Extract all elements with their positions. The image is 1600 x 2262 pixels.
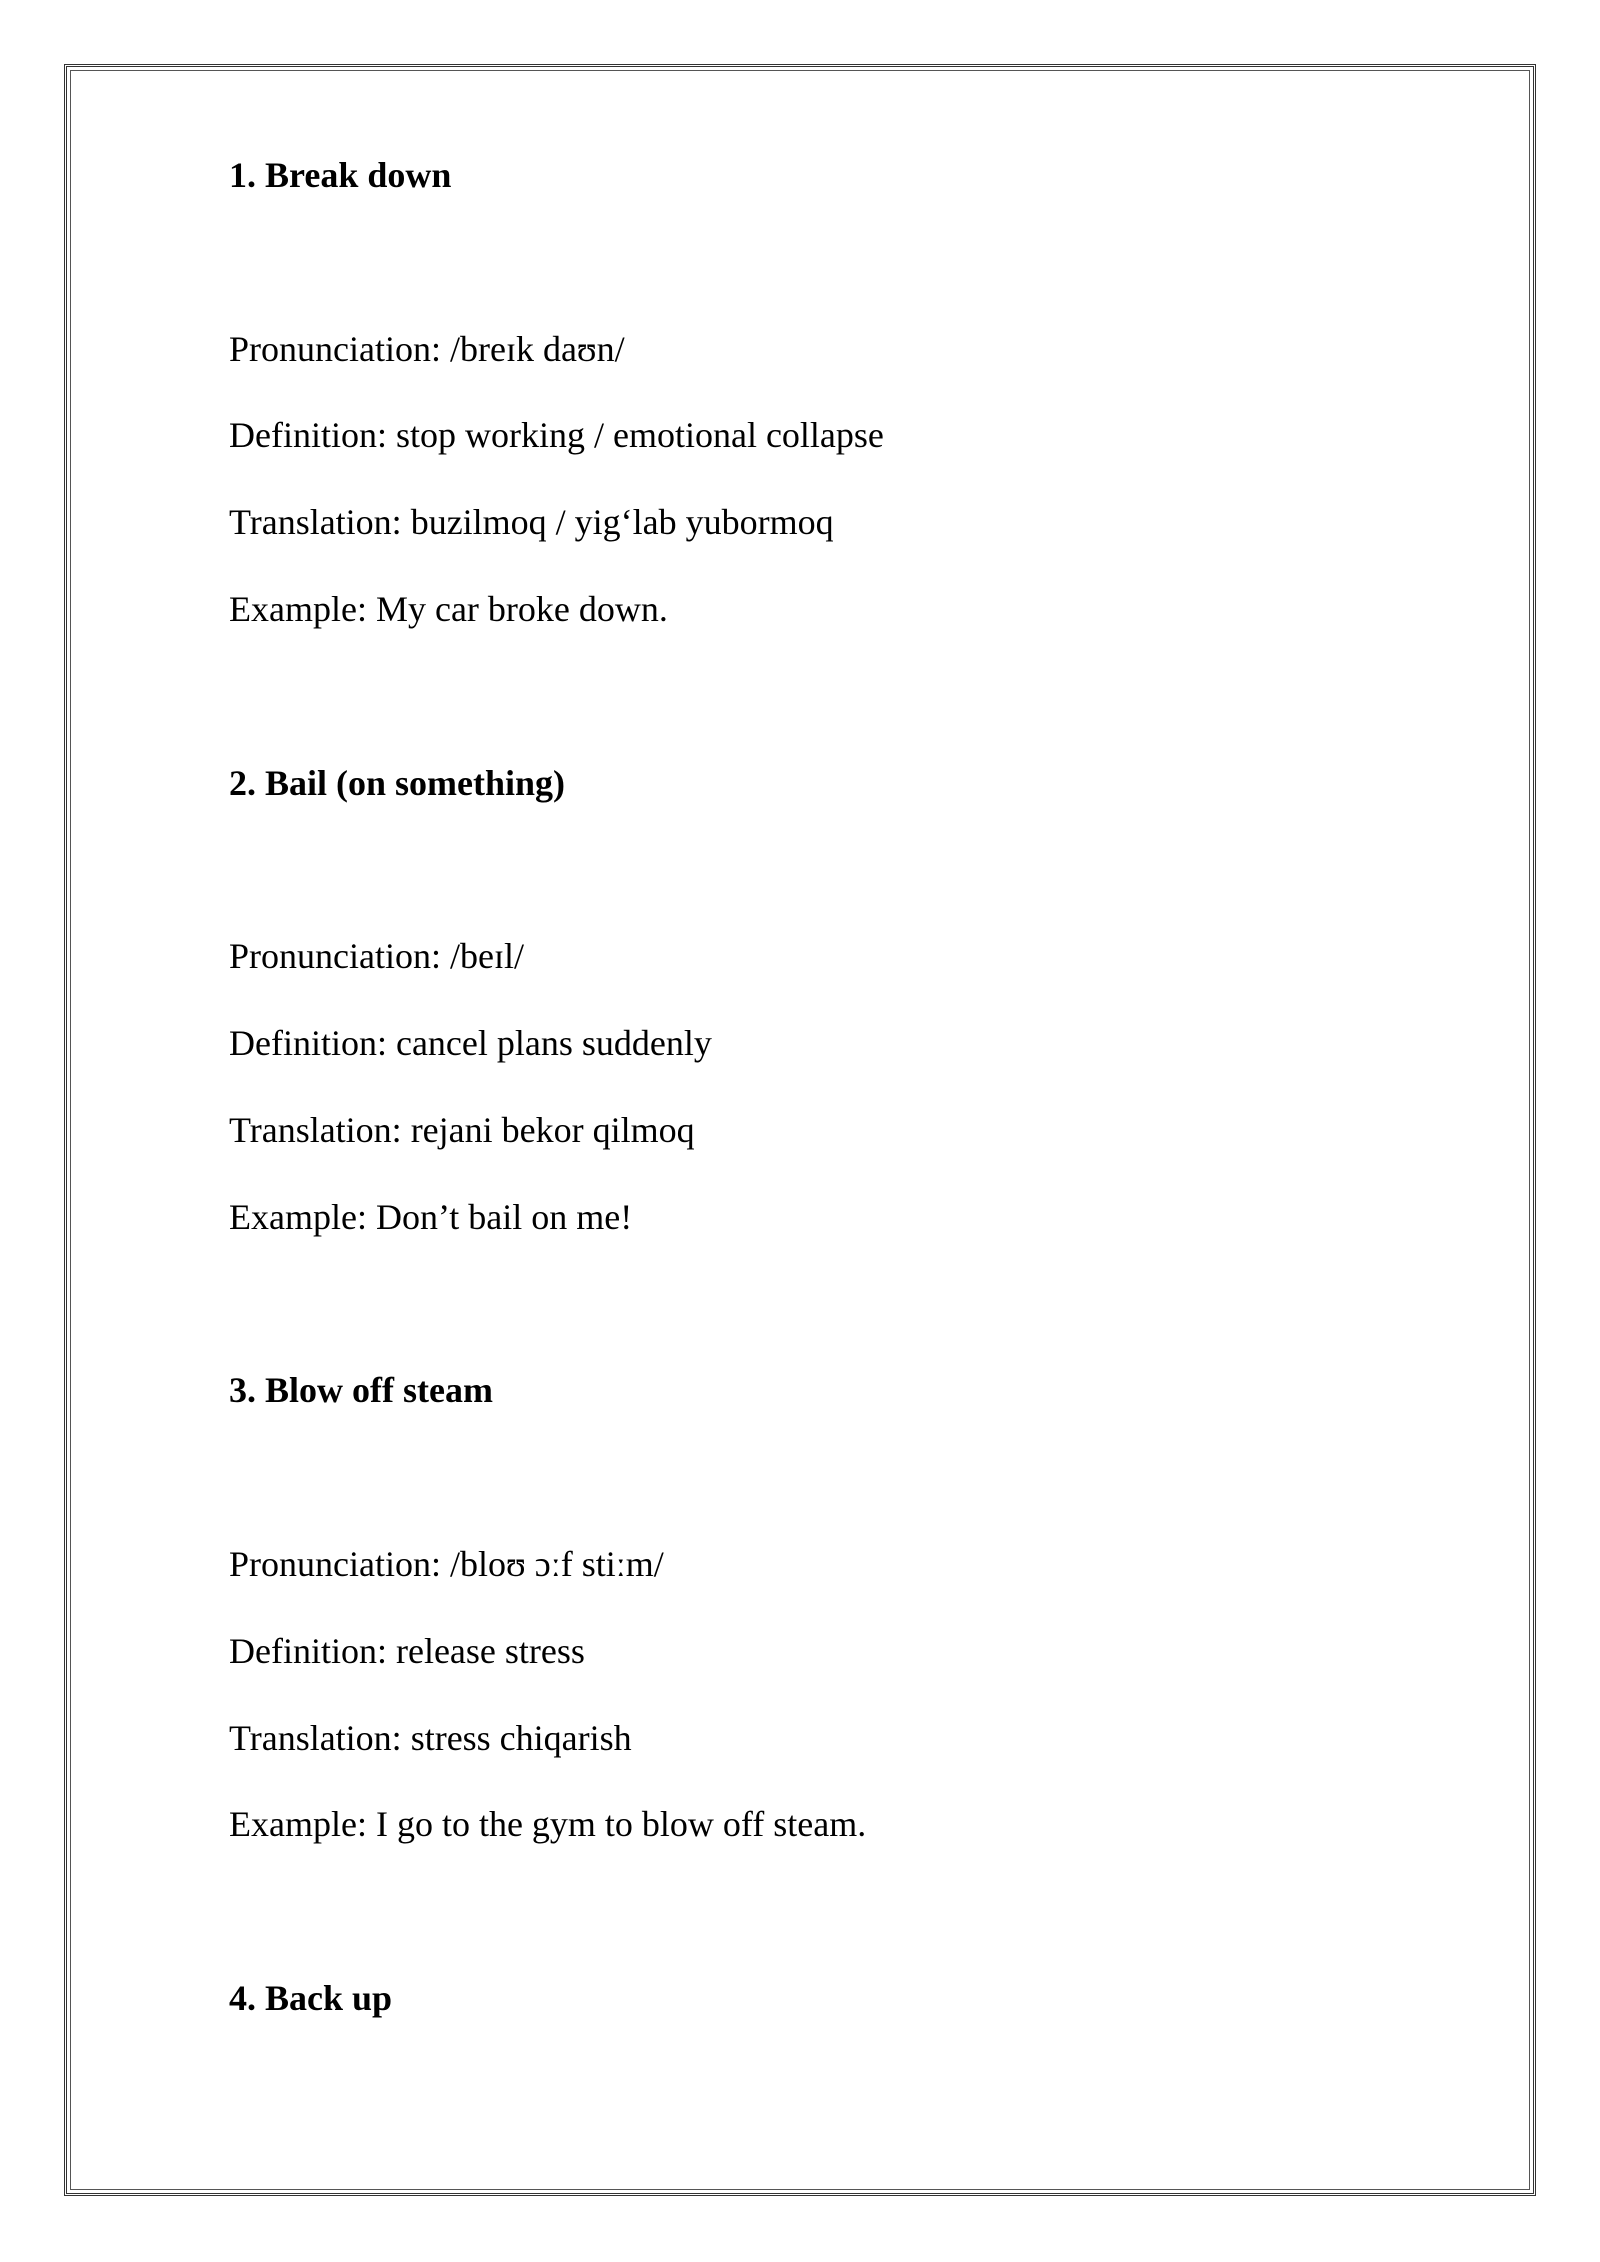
entry-definition: Definition: stop working / emotional collapse — [229, 415, 884, 455]
entry-translation: Translation: stress chiqarish — [229, 1718, 632, 1758]
entry-pronunciation: Pronunciation: /breɪk daʊn/ — [229, 329, 625, 369]
entry-example: Example: My car broke down. — [229, 589, 668, 629]
entry-heading: 4. Back up — [229, 1978, 393, 2018]
entry-example: Example: I go to the gym to blow off steam. — [229, 1804, 867, 1844]
entry-example: Example: Don’t bail on me! — [229, 1197, 633, 1237]
entry-heading: 2. Bail (on something) — [229, 763, 566, 803]
entry-pronunciation: Pronunciation: /beɪl/ — [229, 936, 524, 976]
entry-definition: Definition: release stress — [229, 1631, 585, 1671]
entry-pronunciation: Pronunciation: /bloʊ ɔːf stiːm/ — [229, 1544, 664, 1584]
entry-heading: 3. Blow off steam — [229, 1370, 493, 1410]
entry-heading: 1. Break down — [229, 155, 452, 195]
entry-translation: Translation: rejani bekor qilmoq — [229, 1110, 695, 1150]
entry-definition: Definition: cancel plans suddenly — [229, 1023, 712, 1063]
entry-translation: Translation: buzilmoq / yigʻlab yubormoq — [229, 502, 834, 542]
